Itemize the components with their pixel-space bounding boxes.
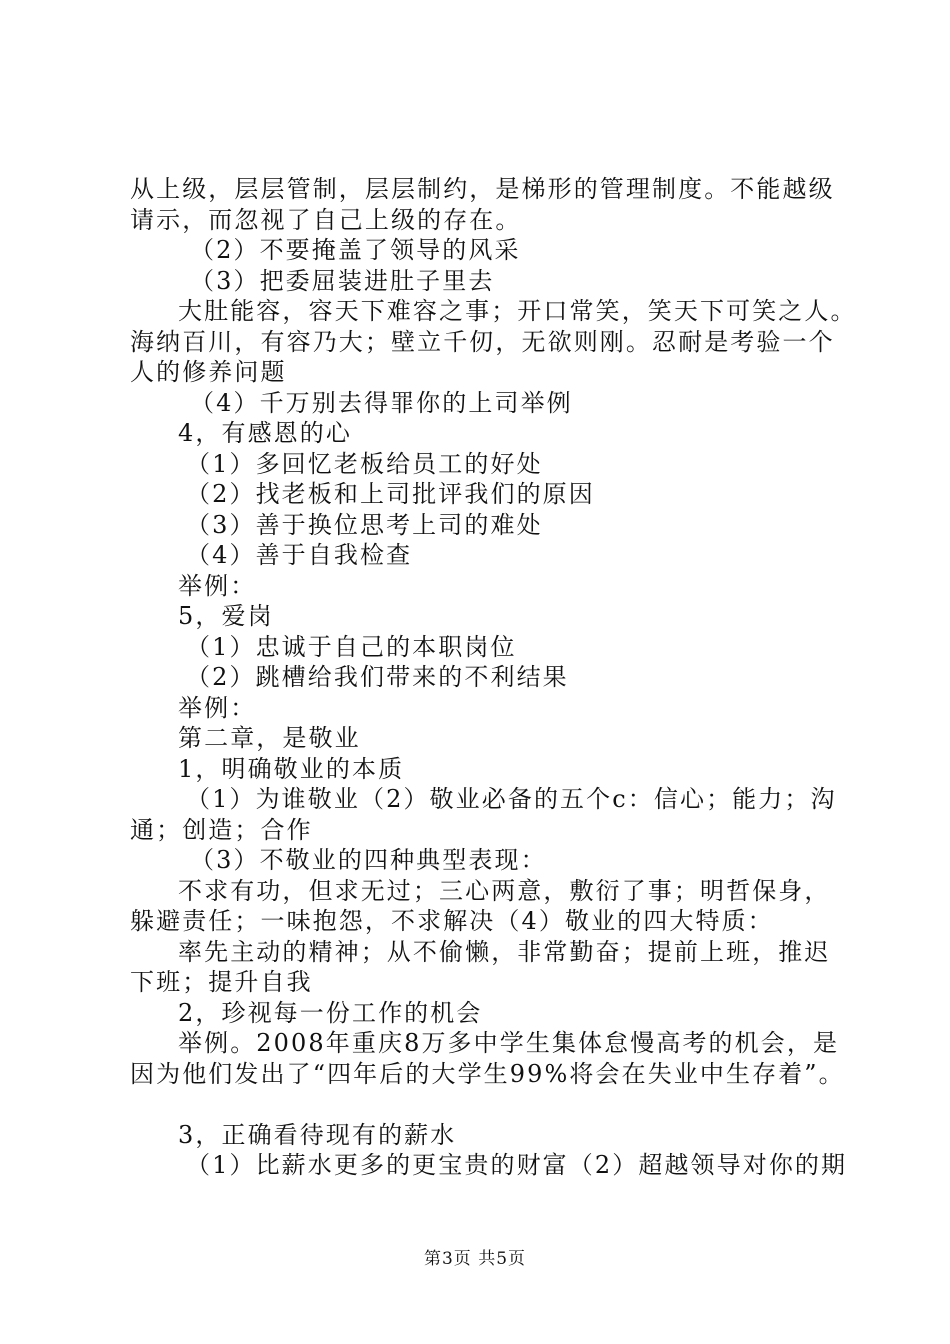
text-line: 请示，而忽视了自己上级的存在。 <box>130 205 522 234</box>
text-line: （2）不要掩盖了领导的风采 <box>190 236 521 264</box>
text-line: （3）善于换位思考上司的难处 <box>186 510 543 539</box>
text-line: 1，明确敬业的本质 <box>178 754 405 783</box>
text-line: （4）千万别去得罪你的上司举例 <box>190 388 573 417</box>
text-line: 5，爱岗 <box>178 602 274 630</box>
text-line: 4，有感恩的心 <box>178 419 352 447</box>
text-line: 举例： <box>178 693 257 722</box>
text-line: 举例： <box>178 571 257 600</box>
text-line: 下班；提升自我 <box>130 968 313 996</box>
body-text <box>130 174 857 1181</box>
text-line: 通；创造；合作 <box>130 815 313 844</box>
text-line: （3）把委屈装进肚子里去 <box>190 266 495 295</box>
text-line: 大肚能容，容天下难容之事；开口常笑，笑天下可笑之人。 <box>178 297 857 325</box>
page-footer: 第3页 共5页 <box>423 1249 527 1269</box>
text-line: （4）善于自我检查 <box>186 541 413 569</box>
text-line: 从上级，层层管制，层层制约，是梯形的管理制度。不能越级 <box>130 175 835 203</box>
text-line: 举例。2008年重庆8万多中学生集体怠慢高考的机会，是 <box>178 1029 840 1057</box>
text-line: （1）多回忆老板给员工的好处 <box>186 449 543 478</box>
text-line: 躲避责任；一味抱怨，不求解决（4）敬业的四大特质： <box>130 907 774 935</box>
text-line: 因为他们发出了“四年后的大学生99%将会在失业中生存着”。 <box>130 1059 845 1088</box>
text-line: 3，正确看待现有的薪水 <box>178 1120 457 1149</box>
text-line: （1）比薪水更多的更宝贵的财富（2）超越领导对你的期 <box>186 1151 848 1179</box>
text-line: 不求有功，但求无过；三心两意，敷衍了事；明哲保身， <box>178 876 831 905</box>
text-line: 2，珍视每一份工作的机会 <box>178 998 483 1027</box>
text-line: 海纳百川，有容乃大；壁立千仞，无欲则刚。忍耐是考验一个 <box>130 327 835 356</box>
text-line: 第二章，是敬业 <box>178 724 361 752</box>
text-line: 人的修养问题 <box>130 358 287 386</box>
blank-line <box>130 1089 830 1120</box>
text-line: （2）找老板和上司批评我们的原因 <box>186 480 595 508</box>
text-line: 率先主动的精神；从不偷懒，非常勤奋；提前上班，推迟 <box>178 937 831 966</box>
text-line: （1）为谁敬业（2）敬业必备的五个c：信心；能力；沟 <box>186 785 837 813</box>
text-line: （3）不敬业的四种典型表现： <box>190 846 547 874</box>
text-line: （2）跳槽给我们带来的不利结果 <box>186 663 569 691</box>
text-line: （1）忠诚于自己的本职岗位 <box>186 632 517 661</box>
